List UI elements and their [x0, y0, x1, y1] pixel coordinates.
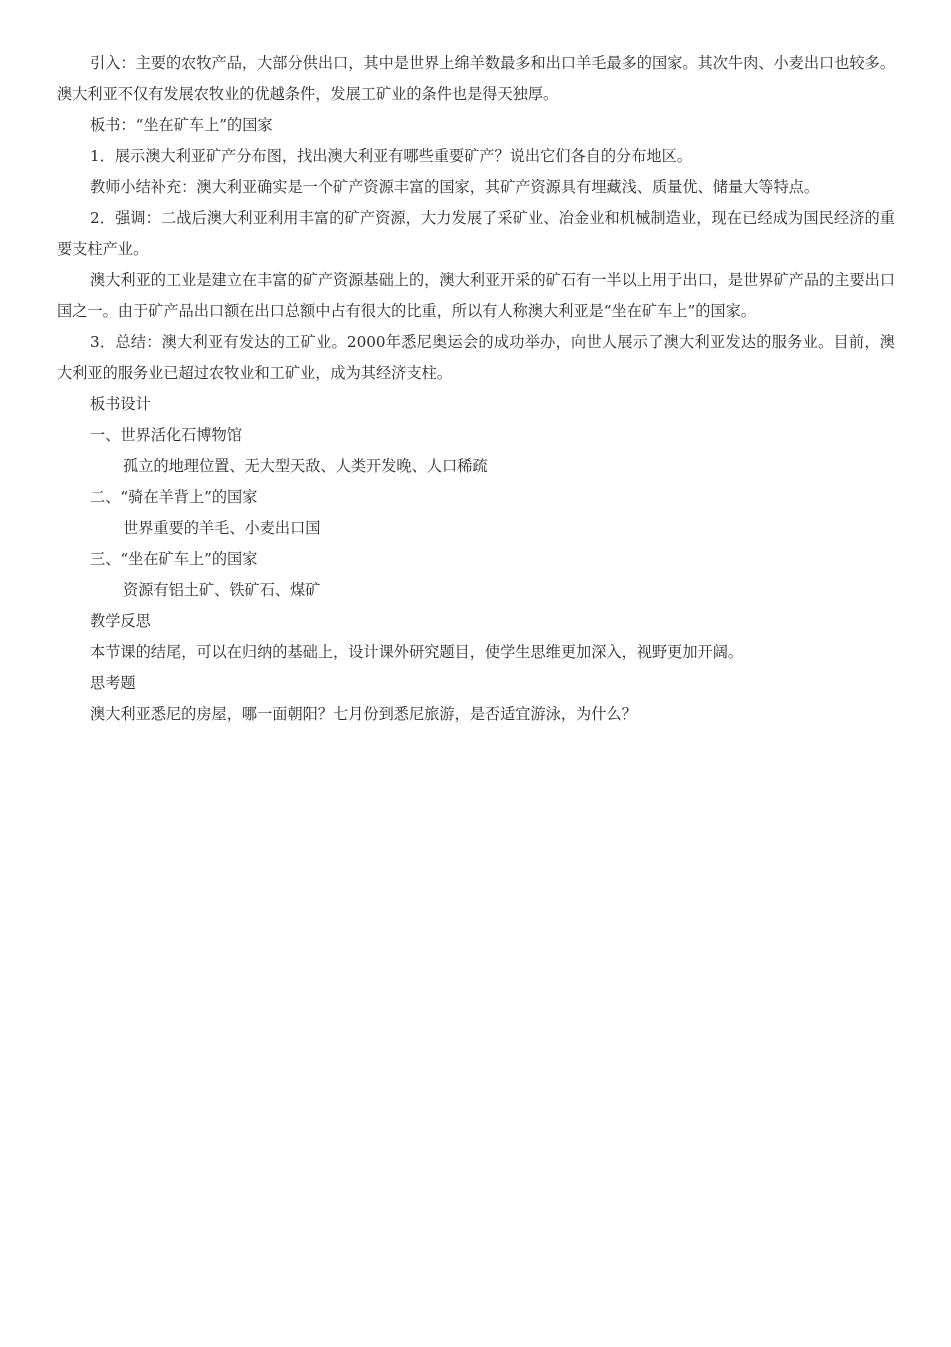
blackboard-title: 板书：“坐在矿车上”的国家	[90, 116, 273, 134]
board-section-2: 二、“骑在羊背上”的国家	[90, 488, 258, 506]
board-section-3-detail: 资源有铝土矿、铁矿石、煤矿	[123, 581, 321, 599]
board-section-1: 一、世界活化石博物馆	[90, 426, 242, 444]
step-2-paragraph: 2．强调：二战后澳大利亚利用丰富的矿产资源，大力发展了采矿业、冶金业和机械制造业，现在已经成为国民经济的重要支柱产业。	[57, 209, 895, 258]
board-design-title: 板书设计	[90, 395, 151, 413]
industry-paragraph: 澳大利亚的工业是建立在丰富的矿产资源基础上的，澳大利亚开采的矿石有一半以上用于出口，是世界矿产品的主要出口国之一。由于矿产品出口额在出口总额中占有很大的比重，所以有人称澳大利亚是“坐在矿车上”的国家。	[57, 271, 895, 320]
step-1-paragraph: 1．展示澳大利亚矿产分布图，找出澳大利亚有哪些重要矿产？说出它们各自的分布地区。	[90, 147, 692, 165]
intro-paragraph: 引入：主要的农牧产品，大部分供出口，其中是世界上绵羊数最多和出口羊毛最多的国家。其次牛肉、小麦出口也较多。澳大利亚不仅有发展农牧业的优越条件，发展工矿业的条件也是得天独厚。	[57, 54, 895, 103]
board-section-1-detail: 孤立的地理位置、无大型天敌、人类开发晚、人口稀疏	[123, 457, 488, 475]
reflection-title: 教学反思	[90, 612, 151, 630]
teacher-summary-paragraph: 教师小结补充：澳大利亚确实是一个矿产资源丰富的国家，其矿产资源具有埋藏浅、质量优、储量大等特点。	[90, 178, 819, 196]
document-page	[57, 48, 895, 730]
reflection-text: 本节课的结尾，可以在归纳的基础上，设计课外研究题目，使学生思维更加深入，视野更加开阔。	[90, 643, 744, 661]
questions-title: 思考题	[90, 674, 136, 692]
board-section-2-detail: 世界重要的羊毛、小麦出口国	[123, 519, 321, 537]
questions-text: 澳大利亚悉尼的房屋，哪一面朝阳？七月份到悉尼旅游，是否适宜游泳，为什么？	[90, 705, 637, 723]
step-3-paragraph: 3．总结：澳大利亚有发达的工矿业。2000年悉尼奥运会的成功举办，向世人展示了澳大利亚发达的服务业。目前，澳大利亚的服务业已超过农牧业和工矿业，成为其经济支柱。	[57, 333, 895, 382]
board-section-3: 三、“坐在矿车上”的国家	[90, 550, 258, 568]
